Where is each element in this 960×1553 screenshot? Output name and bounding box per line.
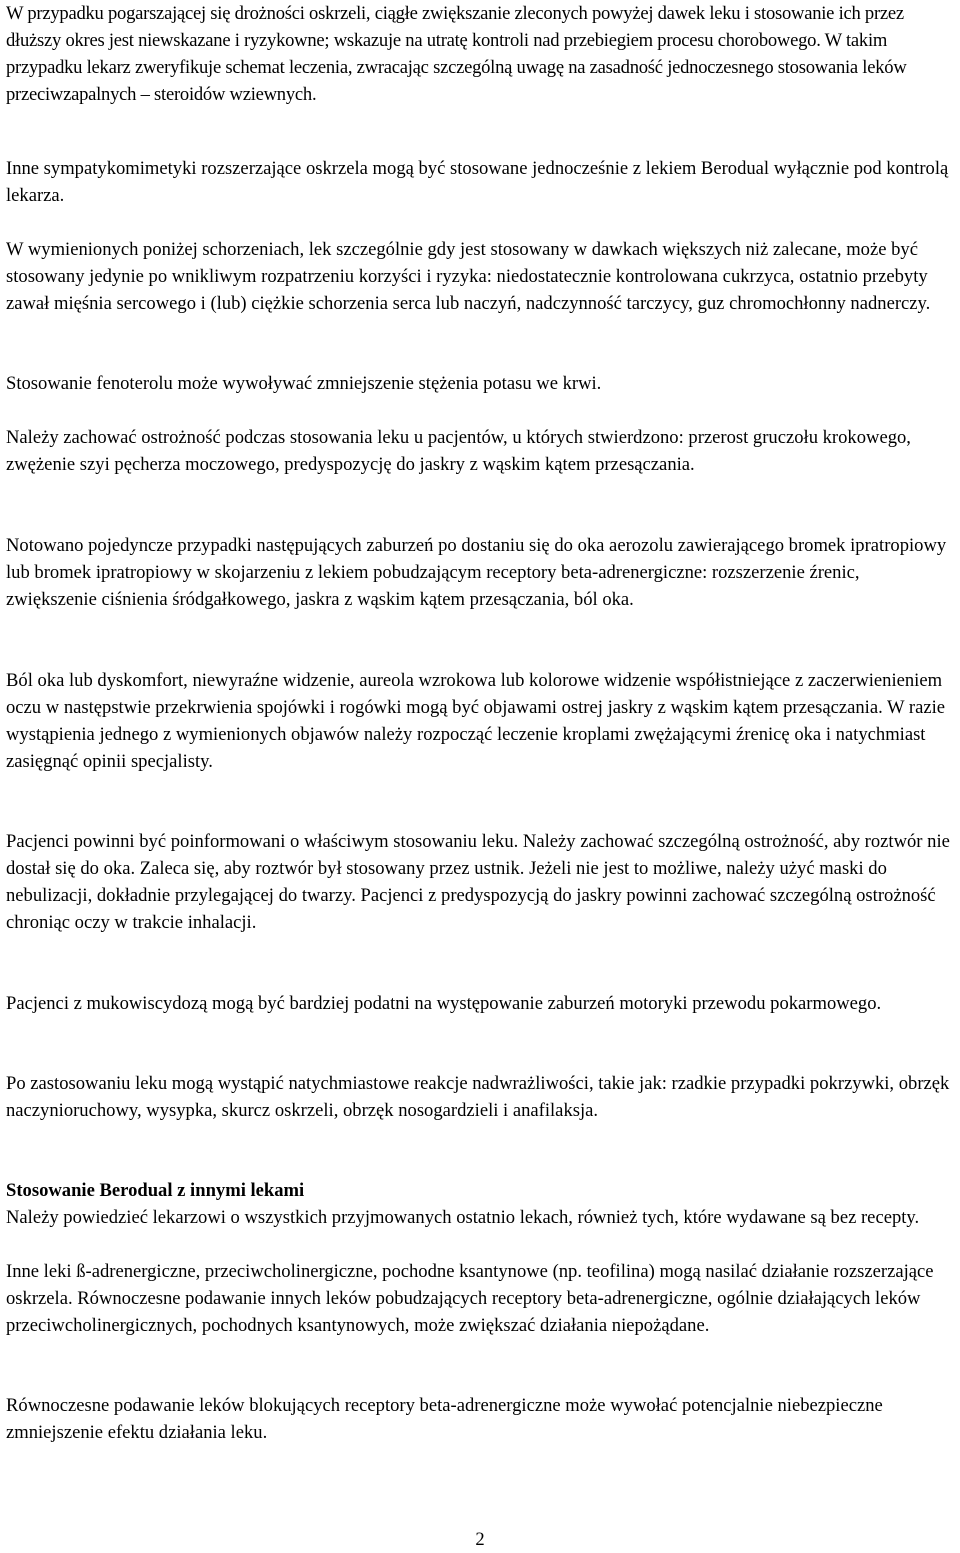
paragraph-4: Stosowanie fenoterolu może wywoływać zmniejszenie stężenia potasu we krwi.: [6, 373, 602, 394]
paragraph-7: Ból oka lub dyskomfort, niewyraźne widzenie, aureola wzrokowa lub kolorowe widzenie współistniejące z zaczerwienieniem oczu w następstwie przekrwienia spojówki i rogówki mogą być objawami ostrej jaskry z wąskim kątem przesączania. W razie wystąpienia jednego z wymienionych objawów należy rozpocząć leczenie kroplami zwężającymi źrenicę oka i natychmiast zasięgnąć opinii specjalisty.: [6, 670, 946, 772]
paragraph-6: Notowano pojedyncze przypadki następujących zaburzeń po dostaniu się do oka aerozolu zawierającego bromek ipratropiowy lub bromek ipratropiowy w skojarzeniu z lekiem pobudzającym receptory beta-adrenergiczne: rozszerzenie źrenic, zwiększenie ciśnienia śródgałkowego, jaskra z wąskim kątem przesączania, ból oka.: [6, 535, 947, 610]
paragraph-2: Inne sympatykomimetyki rozszerzające oskrzela mogą być stosowane jednocześnie z lekiem Berodual wyłącznie pod kontrolą lekarza.: [6, 158, 949, 206]
paragraph-10: Po zastosowaniu leku mogą wystąpić natychmiastowe reakcje nadwrażliwości, takie jak: rzadkie przypadki pokrzywki, obrzęk naczynioruchowy, wysypka, skurcz oskrzeli, obrzęk nosogardzieli i anafilaksja.: [6, 1073, 950, 1121]
section-paragraph-1: Należy powiedzieć lekarzowi o wszystkich przyjmowanych ostatnio lekach, również tych, które wydawane są bez recepty.: [6, 1207, 920, 1228]
section-heading: Stosowanie Berodual z innymi lekami: [6, 1180, 305, 1201]
paragraph-9: Pacjenci z mukowiscydozą mogą być bardziej podatni na występowanie zaburzeń motoryki przewodu pokarmowego.: [6, 993, 882, 1014]
section-paragraph-2: Inne leki ß-adrenergiczne, przeciwcholinergiczne, pochodne ksantynowe (np. teofilina) mogą nasilać działanie rozszerzające oskrzela. Równoczesne podawanie innych leków pobudzających receptory beta-adrenergiczne, ogólnie działających leków przeciwcholinergicznych, pochodnych ksantynowych, może zwiększać działania niepożądane.: [6, 1261, 934, 1336]
paragraph-3: W wymienionych poniżej schorzeniach, lek szczególnie gdy jest stosowany w dawkach większych niż zalecane, może być stosowany jedynie po wnikliwym rozpatrzeniu korzyści i ryzyka: niedostatecznie kontrolowana cukrzyca, ostatnio przebyty zawał mięśnia sercowego i (lub) ciężkie schorzenia serca lub naczyń, nadczynność tarczycy, guz chromochłonny nadnerczy.: [6, 239, 931, 314]
paragraph-8: Pacjenci powinni być poinformowani o właściwym stosowaniu leku. Należy zachować szczególną ostrożność, aby roztwór nie dostał się do oka. Zaleca się, aby roztwór był stosowany przez ustnik. Jeżeli nie jest to możliwe, należy użyć maski do nebulizacji, dokładnie przylegającej do twarzy. Pacjenci z predyspozycją do jaskry powinni zachować szczególną ostrożność chroniąc oczy w trakcie inhalacji.: [6, 831, 950, 933]
section-paragraph-3: Równoczesne podawanie leków blokujących receptory beta-adrenergiczne może wywołać potencjalnie niebezpieczne zmniejszenie efektu działania leku.: [6, 1395, 883, 1443]
paragraph-1: W przypadku pogarszającej się drożności oskrzeli, ciągłe zwiększanie zleconych powyżej dawek leku i stosowanie ich przez dłuższy okres jest niewskazane i ryzykowne; wskazuje na utratę kontroli nad przebiegiem procesu chorobowego. W takim przypadku lekarz zweryfikuje schemat leczenia, zwracając szczególną uwagę na zasadność jednoczesnego stosowania leków przeciwzapalnych – steroidów wziewnych.: [6, 3, 907, 105]
page-number: 2: [475, 1529, 485, 1550]
document-page: [6, 0, 954, 1550]
paragraph-5: Należy zachować ostrożność podczas stosowania leku u pacjentów, u których stwierdzono: przerost gruczołu krokowego, zwężenie szyi pęcherza moczowego, predyspozycję do jaskry z wąskim kątem przesączania.: [6, 427, 911, 475]
